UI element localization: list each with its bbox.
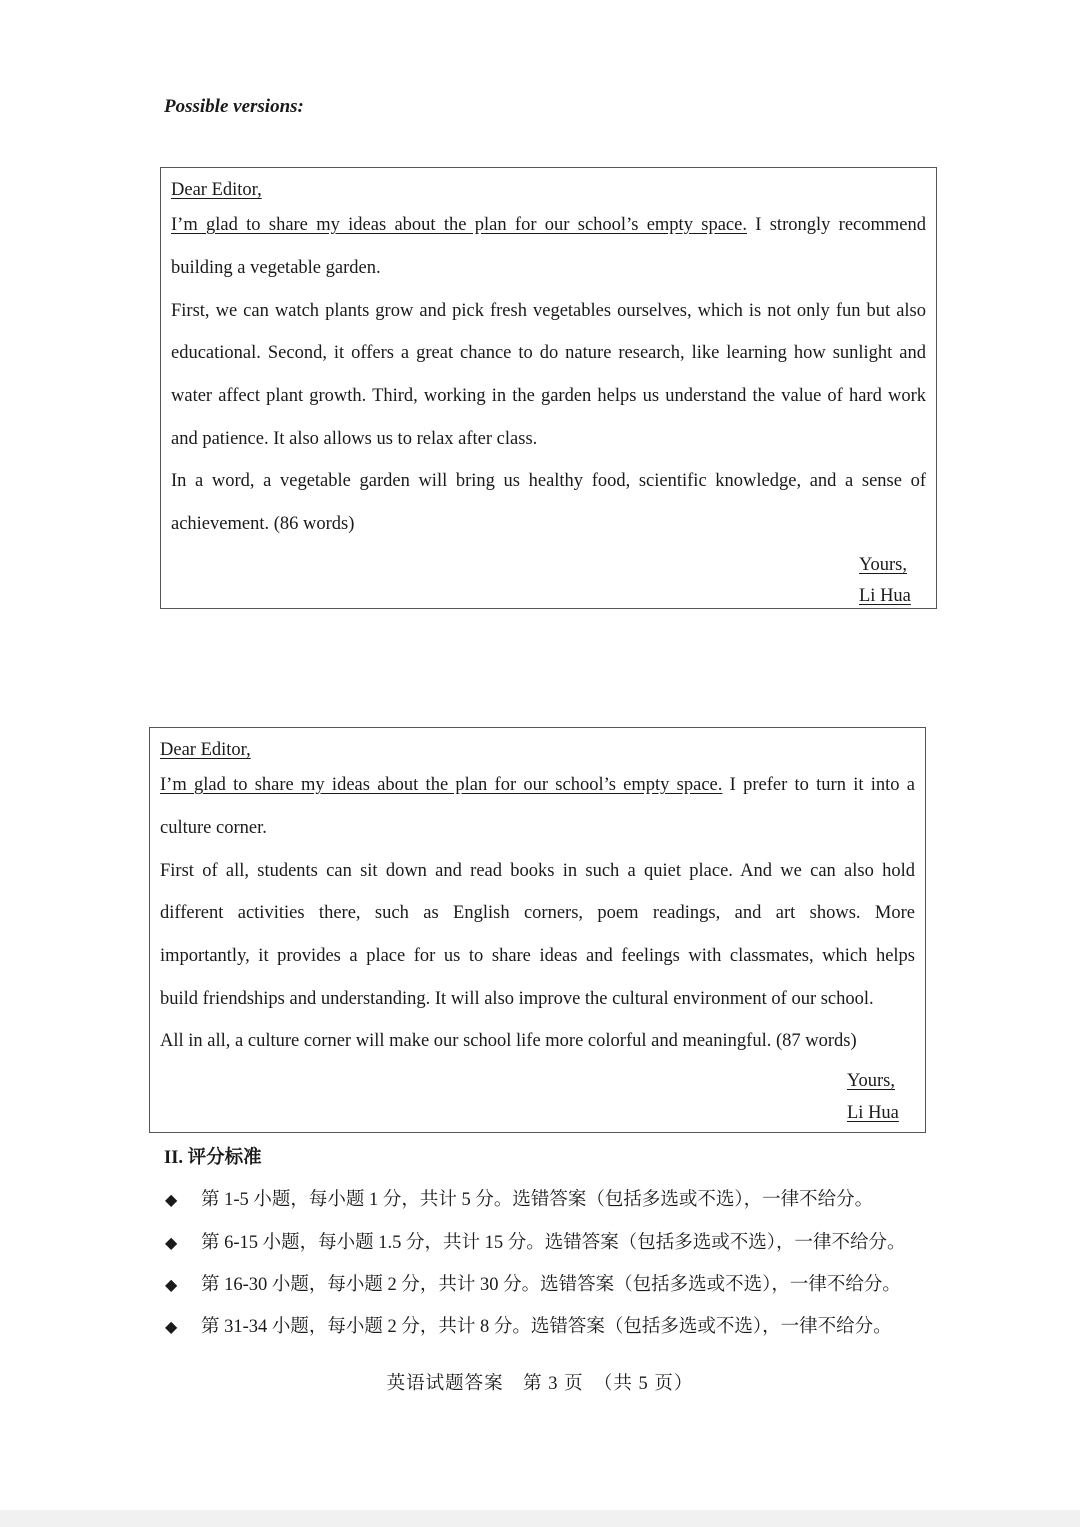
black-diamond-icon: ◆ bbox=[165, 1192, 178, 1209]
intro-underlined: I’m glad to share my ideas about the plan for our school’s empty space. bbox=[160, 775, 723, 795]
scoring-criteria-title: II. 评分标准 bbox=[164, 1148, 262, 1168]
letter-intro bbox=[160, 774, 915, 796]
letter-line: achievement. (86 words) bbox=[171, 514, 355, 534]
criteria-item: ◆ 第 31-34 小题，每小题 2 分，共计 8 分。选错答案（包括多选或不选），一律不给分。 bbox=[165, 1317, 892, 1337]
letter-line: First of all, students can sit down and read books in such a quiet place. And we can also hold bbox=[160, 861, 915, 881]
intro-rest: I prefer to turn it into a bbox=[722, 775, 916, 795]
letter-box-1 bbox=[160, 167, 937, 609]
black-diamond-icon: ◆ bbox=[165, 1235, 178, 1252]
letter-closing: Yours, bbox=[859, 555, 907, 575]
black-diamond-icon: ◆ bbox=[165, 1319, 178, 1336]
letter-closing: Yours, bbox=[847, 1071, 895, 1091]
letter-line: educational. Second, it offers a great chance to do nature research, like learning how sunlight and bbox=[171, 343, 926, 363]
letter-signature: Li Hua bbox=[847, 1103, 899, 1123]
criteria-item: ◆ 第 1-5 小题，每小题 1 分，共计 5 分。选错答案（包括多选或不选），一律不给分。 bbox=[165, 1190, 874, 1210]
letter-greeting: Dear Editor, bbox=[160, 740, 251, 760]
letter-greeting: Dear Editor, bbox=[171, 180, 262, 200]
letter-line: water affect plant growth. Third, working in the garden helps us understand the value of hard work bbox=[171, 386, 926, 406]
section-heading: Possible versions: bbox=[164, 96, 304, 117]
letter-line: build friendships and understanding. It will also improve the cultural environment of our school. bbox=[160, 989, 874, 1009]
letter-line: importantly, it provides a place for us to share ideas and feelings with classmates, which helps bbox=[160, 946, 915, 966]
black-diamond-icon: ◆ bbox=[165, 1277, 178, 1294]
letter-line: All in all, a culture corner will make our school life more colorful and meaningful. (87 words) bbox=[160, 1031, 857, 1051]
criteria-item: ◆ 第 6-15 小题，每小题 1.5 分，共计 15 分。选错答案（包括多选或不选），一律不给分。 bbox=[165, 1233, 906, 1253]
letter-intro bbox=[171, 214, 926, 236]
letter-line: and patience. It also allows us to relax after class. bbox=[171, 429, 538, 449]
letter-line: different activities there, such as English corners, poem readings, and art shows. More bbox=[160, 903, 915, 923]
letter-line: First, we can watch plants grow and pick fresh vegetables ourselves, which is not only fun but also bbox=[171, 301, 926, 321]
criteria-item: ◆ 第 16-30 小题，每小题 2 分，共计 30 分。选错答案（包括多选或不选），一律不给分。 bbox=[165, 1275, 901, 1295]
letter-box-2 bbox=[149, 727, 926, 1133]
intro-underlined: I’m glad to share my ideas about the plan for our school’s empty space. bbox=[171, 215, 747, 235]
letter-line: building a vegetable garden. bbox=[171, 258, 381, 278]
intro-rest: I strongly recommend bbox=[746, 215, 927, 235]
page-bottom-edge bbox=[0, 1510, 1080, 1527]
letter-line: In a word, a vegetable garden will bring us healthy food, scientific knowledge, and a sense of bbox=[171, 471, 926, 491]
letter-line: culture corner. bbox=[160, 818, 267, 838]
page-footer: 英语试题答案 第 3 页 （共 5 页） bbox=[386, 1374, 694, 1394]
letter-signature: Li Hua bbox=[859, 586, 911, 606]
